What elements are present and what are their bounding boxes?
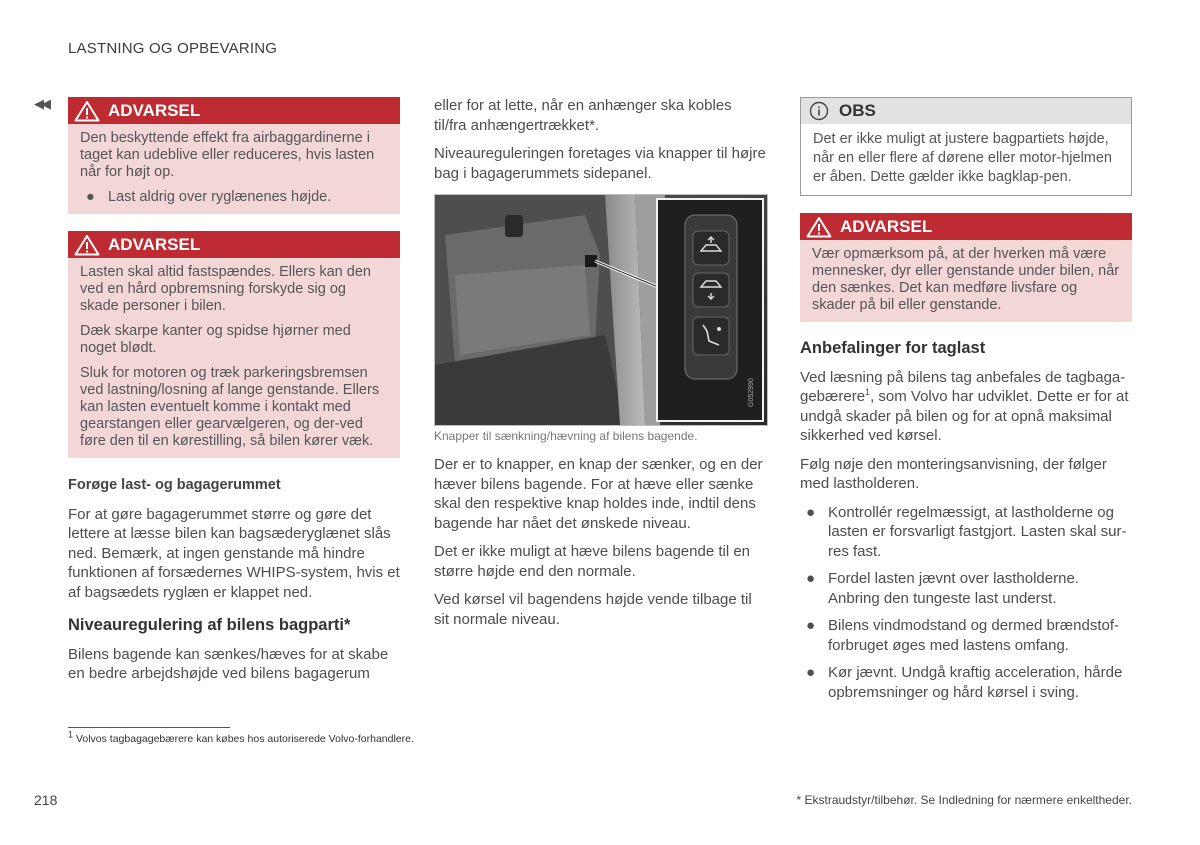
paragraph: Følg nøje den monteringsanvisning, der følger med lastholderen. <box>800 455 1107 492</box>
warning-body <box>68 258 400 458</box>
info-circle-icon <box>809 101 829 121</box>
note-box-obs <box>800 97 1132 196</box>
paragraph: Ved læsning på bilens tag anbefales de tagbaga-gebærere$^1$, som Volvo har udviklet. Dette er for at undgå skader på bilen og for at opnå maksimal sikkerhed ved kørsel. <box>800 368 1129 444</box>
figure-code: G052990 <box>748 378 755 407</box>
column-right <box>800 97 1132 710</box>
list-item: ● Fordel lasten jævnt over lastholderne. Anbring den tungeste last underst. <box>806 570 1079 607</box>
warning-text: Den beskyttende effekt fra airbaggardinerne i taget kan udeblive eller reduceres, hvis lasten når for højt op. <box>80 130 375 180</box>
paragraph: Niveaureguleringen foretages via knapper til højre bag i bagagerummets sidepanel. <box>434 145 766 182</box>
back-arrows-icon[interactable]: ◀◀ <box>34 96 48 111</box>
warning-body <box>68 124 400 214</box>
trunk-illustration <box>435 195 767 425</box>
warning-header <box>68 231 400 258</box>
page-header-title: LASTNING OG OPBEVARING <box>68 40 278 57</box>
warning-text: Dæk skarpe kanter og spidse hjørner med noget blødt. <box>80 323 351 356</box>
warning-title: ADVARSEL <box>840 216 933 236</box>
warning-header <box>68 97 400 124</box>
list-item: ● Kontrollér regelmæssigt, at lastholderne og lasten er forsvarligt fastgjort. Lasten skal sur-res fast. <box>806 503 1127 560</box>
note-header <box>801 98 1131 124</box>
warning-text: Lasten skal altid fastspændes. Ellers kan den ved en hård opbremsning forskyde sig og skade personer i bilen. <box>80 264 371 314</box>
warning-box-load <box>68 231 400 458</box>
page-number: 218 <box>34 792 58 808</box>
warning-triangle-icon <box>806 216 832 238</box>
warning-title: ADVARSEL <box>108 100 201 120</box>
section-heading: Forøge last- og bagagerummet <box>68 477 281 493</box>
footnote: $^1$ Volvos tagbagagebærere kan købes hos autoriserede Volvo-forhandlere. <box>68 729 414 745</box>
bullet-list <box>800 503 1132 703</box>
list-item: ● Kør jævnt. Undgå kraftig acceleration, hårde opbremsninger og hård kørsel i sving. <box>806 664 1123 701</box>
warning-box-lowering <box>800 213 1132 322</box>
paragraph: eller for at lette, når en anhænger ska kobles til/fra anhængertrækket*. <box>434 97 732 134</box>
warning-header <box>800 213 1132 240</box>
column-middle-lower <box>434 455 768 638</box>
section-heading: Anbefalinger for taglast <box>800 339 986 357</box>
column-left <box>68 97 400 693</box>
list-item: ● Last aldrig over ryglænenes højde. <box>86 189 332 205</box>
section-text: For at gøre bagagerummet større og gøre det lettere at læsse bilen kan bagsæderyglænet slås ned. Bemærk, at ingen genstande må hindre funktionen af forsædernes WHIPS-system, hvis et af bagsædets ryglæn er klappet ned. <box>68 505 400 601</box>
warning-triangle-icon <box>74 100 100 122</box>
paragraph: Der er to knapper, en knap der sænker, og en der hæver bilens bagende. For at hæve eller sænke skal den respektive knap holdes inde, indtil dens bagende har nået det ønskede niveau. <box>434 456 763 532</box>
column-middle <box>434 96 768 192</box>
warning-title: ADVARSEL <box>108 234 201 254</box>
figure-caption: Knapper til sænkning/hævning af bilens bagende. <box>434 429 698 443</box>
warning-triangle-icon <box>74 234 100 256</box>
section-heading: Niveauregulering af bilens bagparti* <box>68 616 351 634</box>
section-text: Bilens bagende kan sænkes/hæves for at skabe en bedre arbejdshøjde ved bilens bagagerum <box>68 645 389 682</box>
note-body: Det er ikke muligt at justere bagpartiets højde, når en eller flere af dørene eller motor-hjelmen er åben. Dette gælder ikke bagklap-pen. <box>813 131 1112 185</box>
warning-box-airbag <box>68 97 400 214</box>
footnote-divider <box>68 727 230 728</box>
footer-note: * Ekstraudstyr/tilbehør. Se Indledning for nærmere enkeltheder. <box>796 793 1132 807</box>
list-item: ● Bilens vindmodstand og dermed brændstof-forbruget øges med lastens omfang. <box>806 617 1119 654</box>
warning-text: Sluk for motoren og træk parkeringsbremsen ved lastning/losning af lange genstande. Ellers kan lasten eventuelt komme i kontakt med gearstangen eller gearvælgeren, og der-ved føre den til en kørestilling, så bilen kører væk. <box>80 365 380 449</box>
paragraph: Ved kørsel vil bagendens højde vende tilbage til sit normale niveau. <box>434 591 752 628</box>
figure-trunk-buttons <box>434 194 768 426</box>
warning-body: Vær opmærksom på, at der hverken må være mennesker, dyr eller genstande under bilen, når den sænkes. Det kan medføre livsfare og skader på bil eller genstande. <box>812 246 1120 313</box>
note-title: OBS <box>839 101 876 121</box>
paragraph: Det er ikke muligt at hæve bilens bagende til en større højde end den normale. <box>434 543 751 580</box>
